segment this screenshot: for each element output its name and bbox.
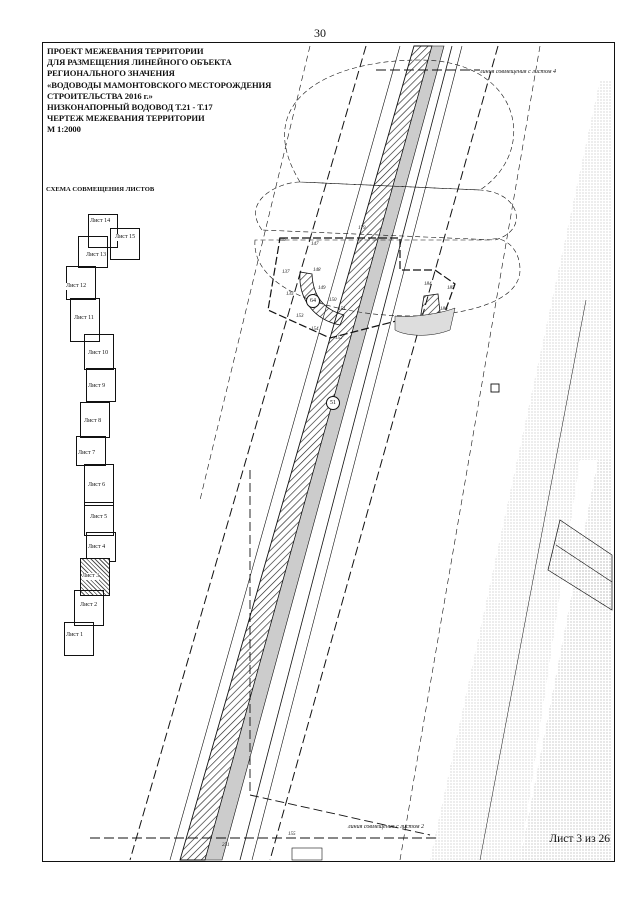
point-number: 185 — [447, 286, 455, 291]
point-number: 155 — [288, 832, 296, 837]
point-number: 184 — [424, 282, 432, 287]
pipeline-gray-strip — [205, 46, 444, 860]
sheet-box-15 — [110, 228, 140, 260]
point-number: 149 — [318, 286, 326, 291]
schema-title: СХЕМА СОВМЕЩЕНИЯ ЛИСТОВ — [46, 186, 155, 193]
title-line: М 1:2000 — [47, 124, 81, 135]
title-line: СТРОИТЕЛЬСТВА 2016 г.» — [47, 90, 153, 101]
title-line: ПРОЕКТ МЕЖЕВАНИЯ ТЕРРИТОРИИ — [47, 46, 204, 56]
top-match-line-label: линия совмещения с листом 4 — [480, 69, 556, 75]
parcel-number-badge: 64 — [306, 294, 320, 308]
point-number: 148 — [313, 268, 321, 273]
point-number: 152 — [335, 336, 343, 341]
sheet-label: Лист 13 — [86, 252, 107, 258]
sheet-label: Лист 4 — [88, 544, 106, 550]
sheet-label: Лист 8 — [84, 418, 102, 424]
point-number: 147 — [311, 242, 319, 247]
sheet-label: Лист 14 — [90, 218, 111, 224]
point-number: 251 — [222, 843, 230, 848]
point-number: 150 — [329, 298, 337, 303]
title-line: ДЛЯ РАЗМЕЩЕНИЯ ЛИНЕЙНОГО ОБЪЕКТА — [47, 57, 232, 68]
point-number: 186 — [440, 307, 448, 312]
point-number: 146 — [278, 238, 286, 243]
title-block — [47, 46, 271, 136]
point-number: 154 — [311, 327, 319, 332]
point-number: 151 — [338, 307, 346, 312]
sheet-label: Лист 12 — [66, 283, 87, 289]
sheet-label: Лист 7 — [78, 450, 96, 456]
sheet-label: Лист 1 — [66, 632, 84, 638]
title-line: НИЗКОНАПОРНЫЙ ВОДОВОД Т.21 - Т.17 — [47, 102, 213, 113]
point-number: 135 — [286, 292, 294, 297]
sheet-of-total: Лист 3 из 26 — [549, 833, 610, 845]
point-number: 137 — [282, 270, 290, 275]
bottom-match-line-label: линия совмещения с листом 2 — [348, 824, 424, 830]
page-number: 30 — [314, 26, 326, 40]
pipeline-hatched-strip — [180, 46, 432, 860]
title-line: РЕГИОНАЛЬНОГО ЗНАЧЕНИЯ — [47, 68, 175, 79]
sheet-label: Лист 5 — [90, 514, 108, 520]
sheet-label: Лист 2 — [80, 602, 98, 608]
sheet-label: Лист 11 — [74, 315, 94, 321]
sheet-label: Лист 10 — [88, 350, 109, 356]
sheet-label: Лист 9 — [88, 383, 106, 389]
title-line: ЧЕРТЕЖ МЕЖЕВАНИЯ ТЕРРИТОРИИ — [47, 113, 205, 124]
title-line: «ВОДОВОДЫ МАМОНТОВСКОГО МЕСТОРОЖДЕНИЯ — [47, 79, 272, 90]
point-number: 179 — [358, 226, 366, 231]
point-number: 153 — [296, 314, 304, 319]
sheet-label: Лист 6 — [88, 482, 106, 488]
sheet-label: Лист 15 — [115, 234, 136, 240]
sheet-box-1 — [64, 622, 94, 656]
parcel-number-badge: 51 — [326, 396, 340, 410]
sheet-label: Лист 3 — [82, 573, 100, 579]
